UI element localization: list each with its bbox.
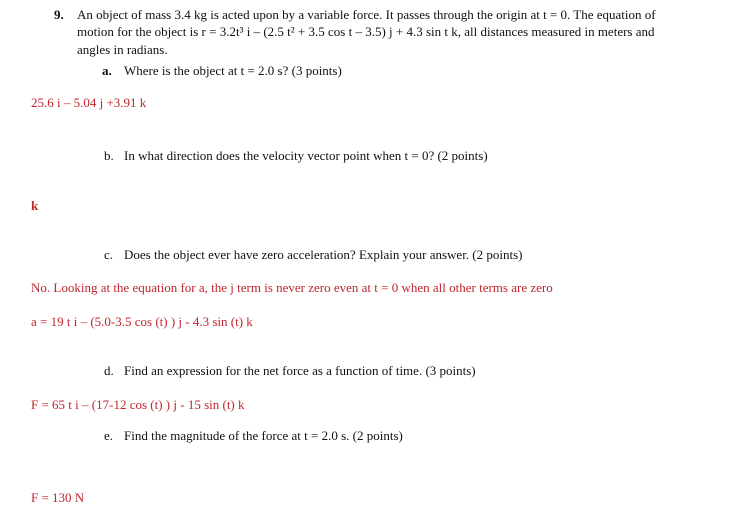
part-e-question: Find the magnitude of the force at t = 2.0 s. (2 points)	[124, 428, 403, 443]
part-c-answer-acceleration: a = 19 t i – (5.0-3.5 cos (t) ) j - 4.3 sin (t) k	[31, 314, 253, 329]
part-d-answer: F = 65 t i – (17-12 cos (t) ) j - 15 sin (t) k	[31, 397, 245, 412]
part-c-answer-explanation: No. Looking at the equation for a, the j term is never zero even at t = 0 when all other terms are zero	[31, 280, 553, 295]
part-c-label: c.	[104, 247, 114, 262]
part-b-label: b.	[104, 148, 114, 163]
question-line-1: An object of mass 3.4 kg is acted upon by a variable force. It passes through the origin at t = 0. The equation of	[77, 7, 656, 22]
question-line-2: motion for the object is r = 3.2t³ i – (2.5 t² + 3.5 cos t – 3.5) j + 4.3 sin t k, all distances measured in meters and	[77, 24, 655, 39]
part-a-question: Where is the object at t = 2.0 s? (3 points)	[124, 63, 342, 78]
part-b-answer: k	[31, 198, 39, 213]
part-c-question: Does the object ever have zero acceleration? Explain your answer. (2 points)	[124, 247, 523, 262]
part-a-answer: 25.6 i – 5.04 j +3.91 k	[31, 95, 147, 110]
part-e-label: e.	[104, 428, 114, 443]
question-number: 9.	[54, 7, 64, 22]
part-a-label: a.	[102, 63, 112, 78]
part-d-question: Find an expression for the net force as a function of time. (3 points)	[124, 363, 476, 378]
part-b-question: In what direction does the velocity vector point when t = 0? (2 points)	[124, 148, 488, 163]
question-line-3: angles in radians.	[77, 42, 168, 57]
part-d-label: d.	[104, 363, 114, 378]
part-e-answer: F = 130 N	[31, 490, 85, 505]
